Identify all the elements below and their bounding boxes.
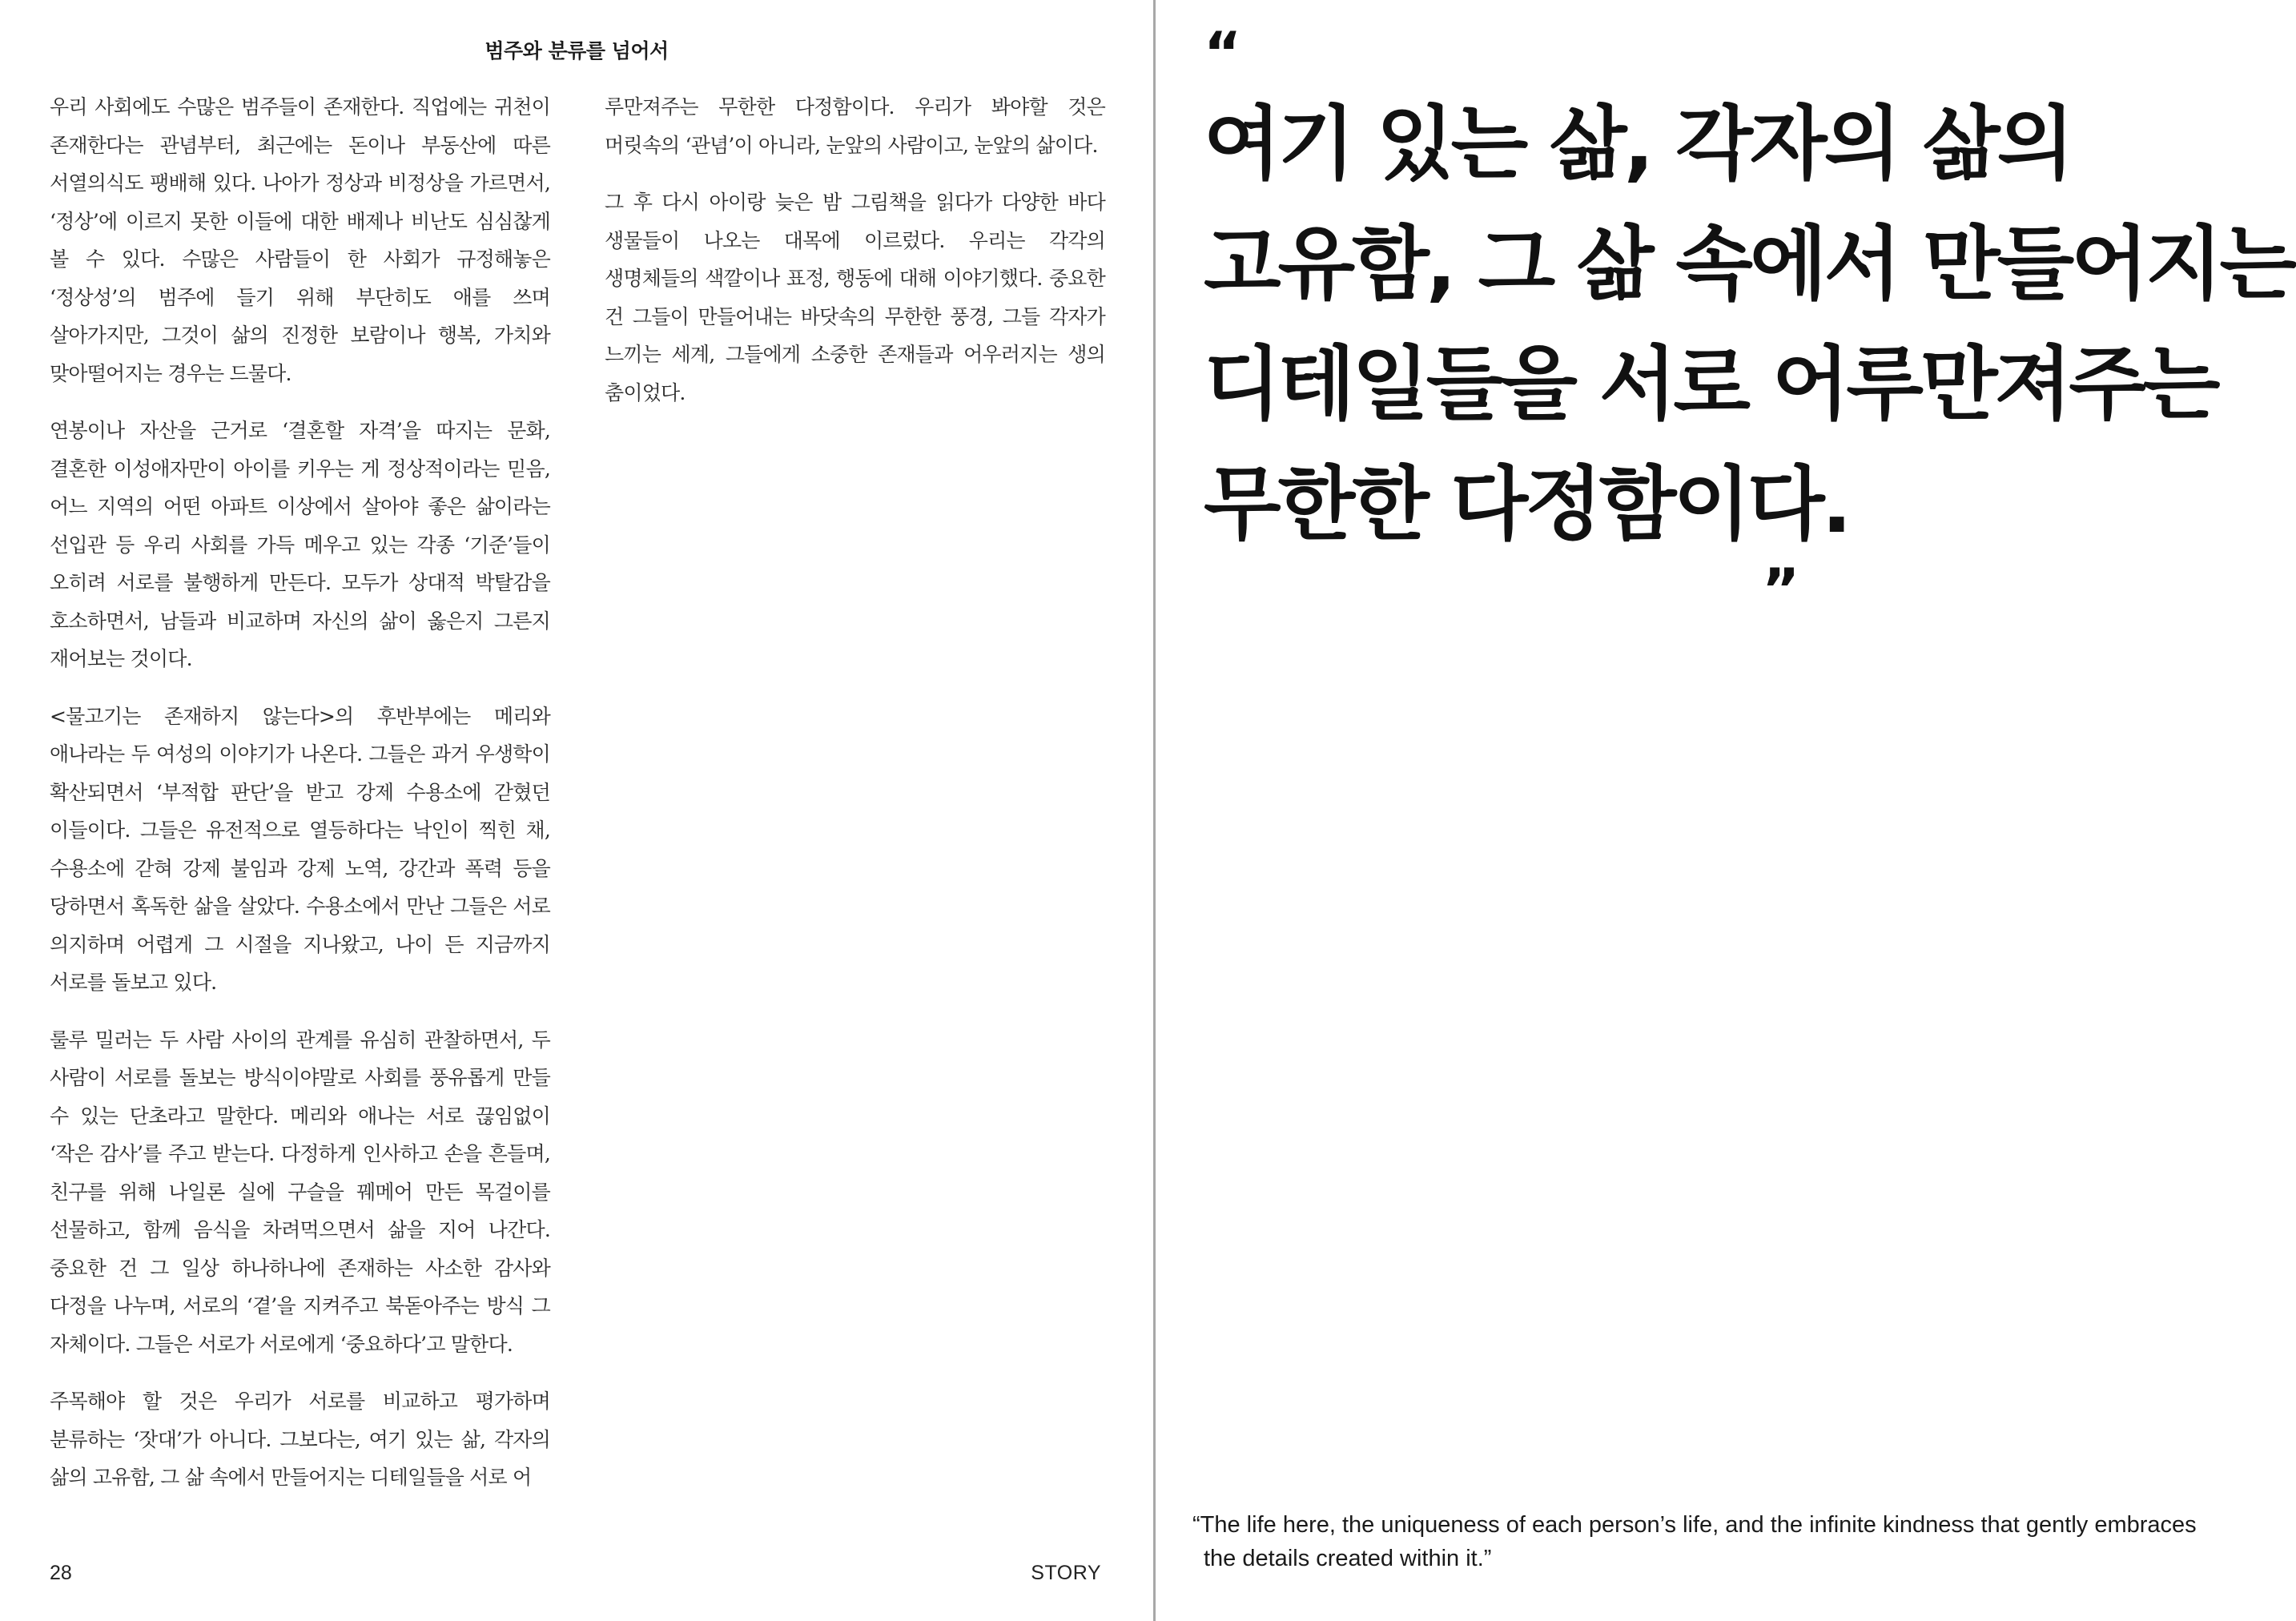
body-column-1	[50, 88, 550, 1516]
right-page	[1156, 0, 2296, 1621]
paragraph: 룰루 밀러는 두 사람 사이의 관계를 유심히 관찰하면서, 두 사람이 서로를 돌보는 방식이야말로 사회를 풍유롭게 만들 수 있는 단초라고 말한다. 메리와 애나는 서로 끊임없이 ‘작은 감사’를 주고 받는다. 다정하게 인사하고 손을 흔들며, 친구를 위해 나일론 실에 구슬을 꿰메어 만든 목걸이를 선물하고, 함께 음식을 차려먹으면서 삶을 지어 나간다. 중요한 건 그 일상 하나하나에 존재하는 사소한 감사와 다정을 나누며, 서로의 ‘곁’을 지켜주고 북돋아주는 방식 그 자체이다. 그들은 서로가 서로에게 ‘중요하다’고 말한다.	[50, 1028, 550, 1356]
paragraph: 그 후 다시 아이랑 늦은 밤 그림책을 읽다가 다양한 바다 생물들이 나오는 대목에 이르렀다. 우리는 각각의 생명체들의 색깔이나 표정, 행동에 대해 이야기했다. 중요한 건 그들이 만들어내는 바닷속의 무한한 풍경, 그들 각자가 느끼는 세계, 그들에게 소중한 존재들과 어우러지는 생의 춤이었다.	[605, 191, 1105, 404]
section-label: STORY	[1031, 1562, 1101, 1584]
paragraph: 주목해야 할 것은 우리가 서로를 비교하고 평가하며 분류하는 ‘잣대’가 아니다. 그보다는, 여기 있는 삶, 각자의 삶의 고유함, 그 삶 속에서 만들어지는 디테일들을 서로 어	[50, 1390, 550, 1489]
page-number: 28	[50, 1562, 72, 1584]
open-quote-mark: “	[1204, 19, 1242, 86]
paragraph: <물고기는 존재하지 않는다>의 후반부에는 메리와 애나라는 두 여성의 이야기가 나온다. 그들은 과거 우생학이 확산되면서 ‘부적합 판단’을 받고 강제 수용소에 갇혔던 이들이다. 그들은 유전적으로 열등하다는 낙인이 찍힌 채, 수용소에 갇혀 강제 불임과 강제 노역, 강간과 폭력 등을 당하면서 혹독한 삶을 살았다. 수용소에서 만난 그들은 서로 의지하며 어렵게 그 시절을 지나왔고, 나이 든 지금까지 서로를 돌보고 있다.	[50, 704, 550, 994]
pull-quote	[1204, 84, 2294, 565]
pull-quote-line: 디테일들을 서로 어루만져주는	[1204, 337, 2218, 431]
translation-line: “The life here, the uniqueness of each person’s life, and the infinite kindness that gently embraces	[1192, 1512, 2197, 1538]
paragraph: 루만져주는 무한한 다정함이다. 우리가 봐야할 것은 머릿속의 ‘관념’이 아니라, 눈앞의 사람이고, 눈앞의 삶이다.	[605, 95, 1105, 157]
running-title: 범주와 분류를 넘어서	[485, 39, 669, 62]
close-quote-mark: ”	[1762, 556, 1800, 623]
pull-quote-line: 고유함, 그 삶 속에서 만들어지는	[1204, 217, 2294, 311]
pull-quote-line: 무한한 다정함이다.	[1204, 457, 1849, 551]
paragraph: 우리 사회에도 수많은 범주들이 존재한다. 직업에는 귀천이 존재한다는 관념부터, 최근에는 돈이나 부동산에 따른 서열의식도 팽배해 있다. 나아가 정상과 비정상을 가르면서, ‘정상’에 이르지 못한 이들에 대한 배제나 비난도 심심찮게 볼 수 있다. 수많은 사람들이 한 사회가 규정해놓은 ‘정상성’의 범주에 들기 위해 부단히도 애를 쓰며 살아가지만, 그것이 삶의 진정한 보람이나 행복, 가치와 맞아떨어지는 경우는 드물다.	[50, 95, 550, 385]
pull-quote-line: 여기 있는 삶, 각자의 삶의	[1204, 97, 2072, 191]
translation-line: the details created within it.”	[1204, 1546, 1492, 1571]
paragraph: 연봉이나 자산을 근거로 ‘결혼할 자격’을 따지는 문화, 결혼한 이성애자만이 아이를 키우는 게 정상적이라는 믿음, 어느 지역의 어떤 아파트 이상에서 살아야 좋은 삶이라는 선입관 등 우리 사회를 가득 메우고 있는 각종 ‘기준’들이 오히려 서로를 불행하게 만든다. 모두가 상대적 박탈감을 호소하면서, 남들과 비교하며 자신의 삶이 옳은지 그른지 재어보는 것이다.	[50, 419, 550, 670]
english-translation	[1192, 1508, 2266, 1575]
body-column-2	[605, 88, 1105, 431]
